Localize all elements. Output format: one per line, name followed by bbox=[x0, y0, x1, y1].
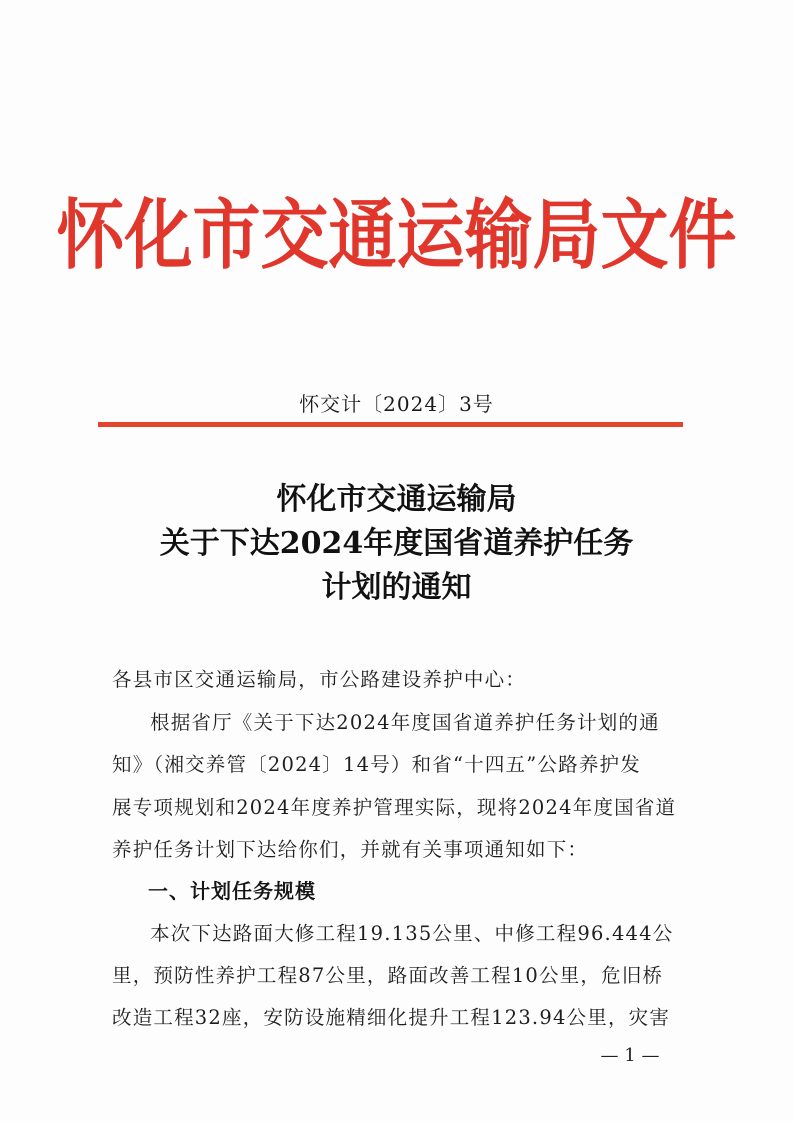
paragraph-2-line-1: 本次下达路面大修工程19.135公里、中修工程96.444公 bbox=[150, 922, 674, 945]
section-1-heading: 一、计划任务规模 bbox=[148, 879, 316, 903]
paragraph-1-line-1: 根据省厅《关于下达2024年度国省道养护任务计划的通 bbox=[150, 711, 660, 734]
paragraph-1-line-4: 养护任务计划下达给你们，并就有关事项通知如下： bbox=[112, 838, 589, 861]
red-separator-rule bbox=[98, 422, 683, 427]
salutation: 各县市区交通运输局，市公路建设养护中心： bbox=[112, 668, 527, 691]
title-line-1: 怀化市交通运输局 bbox=[276, 482, 517, 517]
paragraph-1-line-3: 展专项规划和2024年度养护管理实际，现将2024年度国省道 bbox=[112, 796, 677, 819]
page-number: — 1 — bbox=[600, 1045, 660, 1066]
title-line-3: 计划的通知 bbox=[321, 570, 472, 605]
paragraph-1-line-2: 知》（湘交养管〔2024〕14号）和省“十四五”公路养护发 bbox=[112, 753, 641, 776]
paragraph-2-line-2: 里，预防性养护工程87公里，路面改善工程10公里，危旧桥 bbox=[112, 964, 664, 987]
document-number: 怀交计〔2024〕3号 bbox=[299, 392, 494, 416]
paragraph-2-line-3: 改造工程32座，安防设施精细化提升工程123.94公里，灾害 bbox=[112, 1006, 671, 1029]
title-line-2: 关于下达2024年度国省道养护任务 bbox=[159, 526, 634, 561]
document-title bbox=[0, 478, 793, 610]
issuer-header: 怀化市交通运输局文件 bbox=[56, 192, 737, 281]
